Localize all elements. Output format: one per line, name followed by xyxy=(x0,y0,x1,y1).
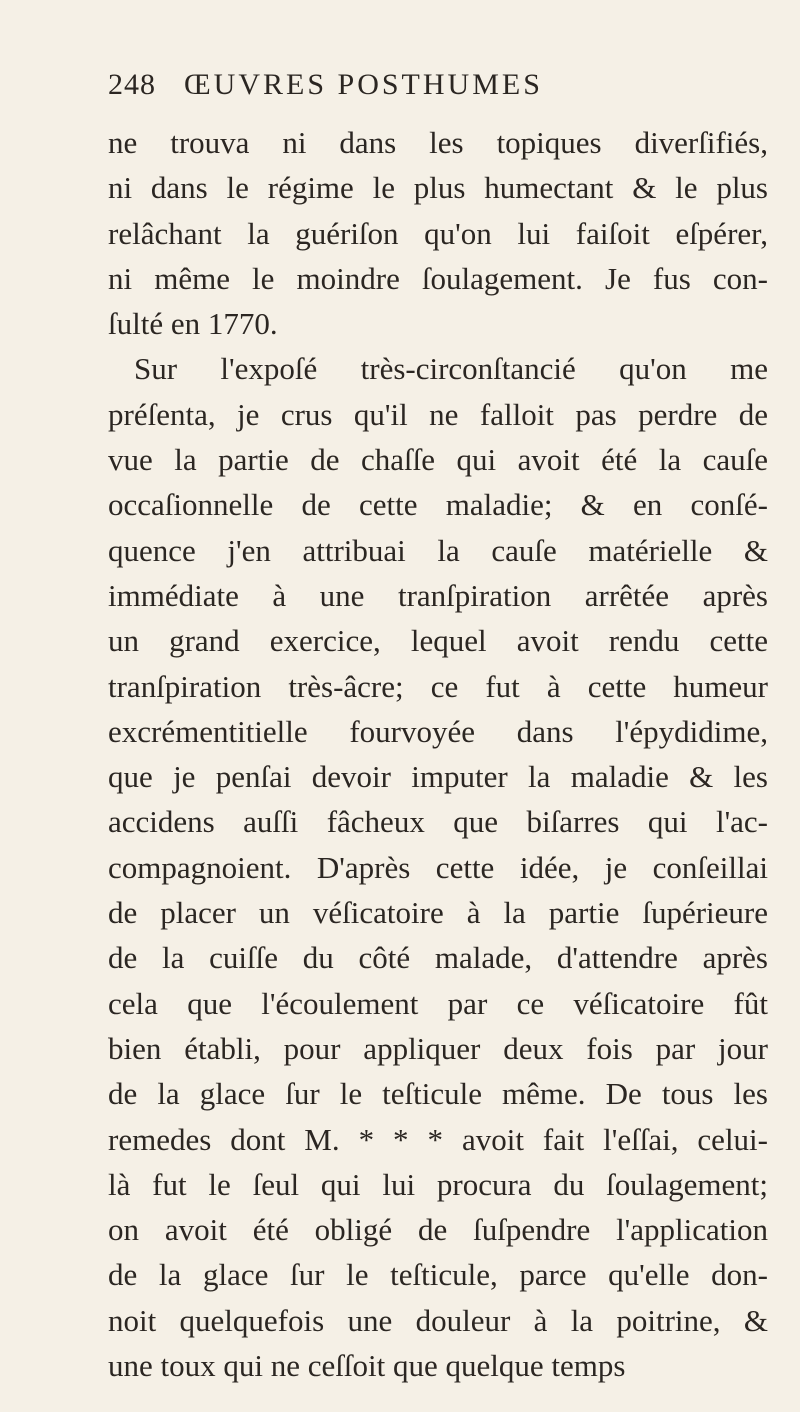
text-line: tranſpiration très-âcre; ce fut à cette humeur xyxy=(108,668,768,704)
text-line: remedes dont M. * * * avoit fait l'eſſai, celui- xyxy=(108,1121,768,1157)
text-line: occaſionnelle de cette maladie; & en conſé- xyxy=(108,487,768,523)
text-line: un grand exercice, lequel avoit rendu cette xyxy=(108,623,768,659)
running-head xyxy=(108,68,543,102)
text-line: noit quelquefois une douleur à la poitrine, & xyxy=(108,1302,768,1338)
text-line: ni même le moindre ſoulagement. Je fus con- xyxy=(108,260,768,296)
text-line: que je penſai devoir imputer la maladie & les xyxy=(108,759,768,795)
text-line: quence j'en attribuai la cauſe matérielle & xyxy=(108,532,768,568)
text-line: de la cuiſſe du côté malade, d'attendre après xyxy=(108,940,768,976)
text-line: préſenta, je crus qu'il ne falloit pas perdre de xyxy=(108,396,768,432)
text-line: ni dans le régime le plus humectant & le plus xyxy=(108,170,768,206)
body-text xyxy=(108,120,768,1388)
text-line: Sur l'expoſé très-circonſtancié qu'on me xyxy=(134,351,768,387)
text-line: ne trouva ni dans les topiques diverſifiés, xyxy=(108,125,768,160)
page-number: 248 xyxy=(108,68,156,101)
text-line: relâchant la guériſon qu'on lui faiſoit eſpérer, xyxy=(108,215,768,251)
text-line: accidens auſſi fâcheux que biſarres qui l'ac- xyxy=(108,804,768,840)
text-line: là fut le ſeul qui lui procura du ſoulagement; xyxy=(108,1166,768,1202)
running-title: ŒUVRES POSTHUMES xyxy=(184,68,543,101)
text-line: une toux qui ne ceſſoit que quelque temps xyxy=(108,1348,626,1384)
text-line: de la glace ſur le teſticule même. De tous les xyxy=(108,1076,768,1112)
text-line: bien établi, pour appliquer deux fois par jour xyxy=(108,1030,768,1066)
text-line: compagnoient. D'après cette idée, je conſeillai xyxy=(108,849,768,885)
text-line: immédiate à une tranſpiration arrêtée après xyxy=(108,577,768,613)
text-line: vue la partie de chaſſe qui avoit été la cauſe xyxy=(108,442,768,478)
text-line: cela que l'écoulement par ce véſicatoire fût xyxy=(108,985,768,1021)
text-line: de la glace ſur le teſticule, parce qu'elle don- xyxy=(108,1257,768,1293)
text-line: excrémentitielle fourvoyée dans l'épydidime, xyxy=(108,713,768,749)
text-line: de placer un véſicatoire à la partie ſupérieure xyxy=(108,895,768,931)
text-line: ſulté en 1770. xyxy=(108,306,278,342)
text-line: on avoit été obligé de ſuſpendre l'application xyxy=(108,1212,768,1248)
